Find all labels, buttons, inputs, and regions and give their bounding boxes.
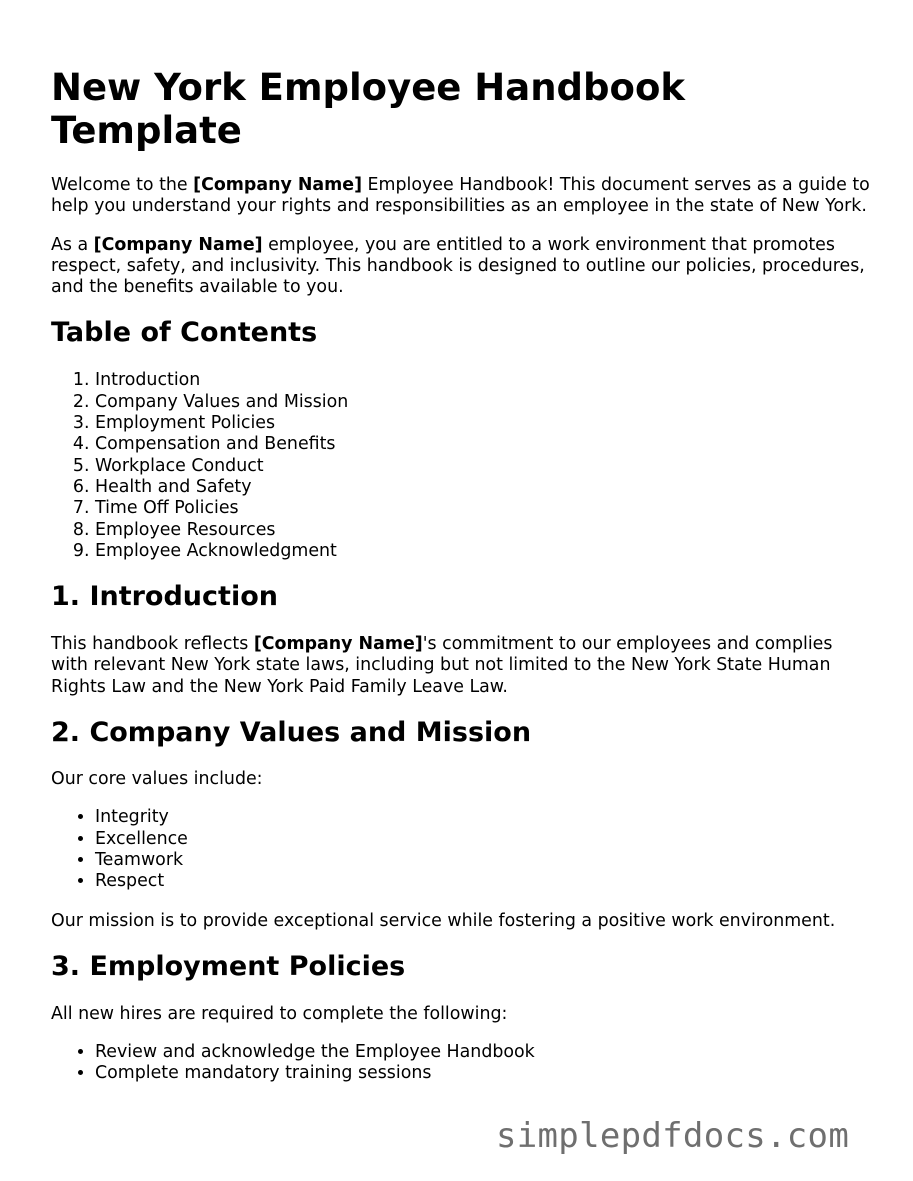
intro-text-after: Employee Handbook! This document serves as a guide to help you understand your rights and responsibilities as an employee in the state of New York.	[51, 175, 870, 217]
requirement-item: • Review and acknowledge the Employee Handbook	[95, 1042, 871, 1063]
intro-paragraph-1	[51, 175, 871, 218]
intro-text-before: Welcome to the	[51, 175, 194, 195]
core-values-lead: Our core values include:	[51, 769, 263, 790]
company-name-placeholder: [Company Name]	[93, 234, 263, 255]
section-1-text-after: 's commitment to our employees and complies with relevant New York state laws, including but not limited to the New York State Human Rights Law and the New York Paid Family Leave Law.	[51, 634, 833, 697]
toc-item-employment-policies: 3. Employment Policies	[95, 413, 871, 434]
toc-item-health-safety: 6. Health and Safety	[95, 477, 871, 498]
section-1-heading: 1. Introduction	[51, 581, 278, 613]
intro-text-after: employee, you are entitled to a work environment that promotes respect, safety, and inclusivity. This handbook is designed to outline our policies, procedures, and the benefits available to you.	[51, 234, 865, 298]
requirement-item: • Complete mandatory training sessions	[95, 1063, 871, 1084]
toc-list	[51, 370, 871, 562]
toc-item-time-off: 7. Time Off Policies	[95, 498, 871, 519]
value-item: • Respect	[95, 871, 871, 892]
document-page	[51, 0, 871, 1085]
company-name-placeholder: [Company Name]	[193, 175, 363, 195]
section-2-heading: 2. Company Values and Mission	[51, 717, 532, 749]
company-name-placeholder: [Company Name]	[253, 634, 423, 655]
value-item: • Teamwork	[95, 850, 871, 871]
core-values-list	[51, 807, 871, 892]
watermark: simplepdfdocs.com	[496, 1116, 850, 1156]
toc-heading: Table of Contents	[51, 317, 318, 349]
toc-item-workplace-conduct: 5. Workplace Conduct	[95, 456, 871, 477]
intro-paragraph-2	[51, 235, 871, 299]
mission-statement: Our mission is to provide exceptional service while fostering a positive work environment.	[51, 910, 836, 931]
intro-text-before: As a	[51, 234, 94, 255]
page-title: New York Employee Handbook Template	[51, 66, 685, 152]
value-item: • Integrity	[95, 807, 871, 828]
toc-item-company-values: 2. Company Values and Mission	[95, 392, 871, 413]
toc-item-compensation: 4. Compensation and Benefits	[95, 434, 871, 455]
toc-item-acknowledgment: 9. Employee Acknowledgment	[95, 541, 871, 562]
section-1-paragraph	[51, 634, 871, 698]
toc-item-introduction: 1. Introduction	[95, 370, 871, 391]
new-hires-lead: All new hires are required to complete the following:	[51, 1003, 508, 1024]
new-hire-requirements-list	[51, 1042, 871, 1085]
value-item: • Excellence	[95, 829, 871, 850]
section-3-heading: 3. Employment Policies	[51, 950, 406, 982]
section-1-text-before: This handbook reflects	[51, 634, 254, 655]
toc-item-employee-resources: 8. Employee Resources	[95, 520, 871, 541]
